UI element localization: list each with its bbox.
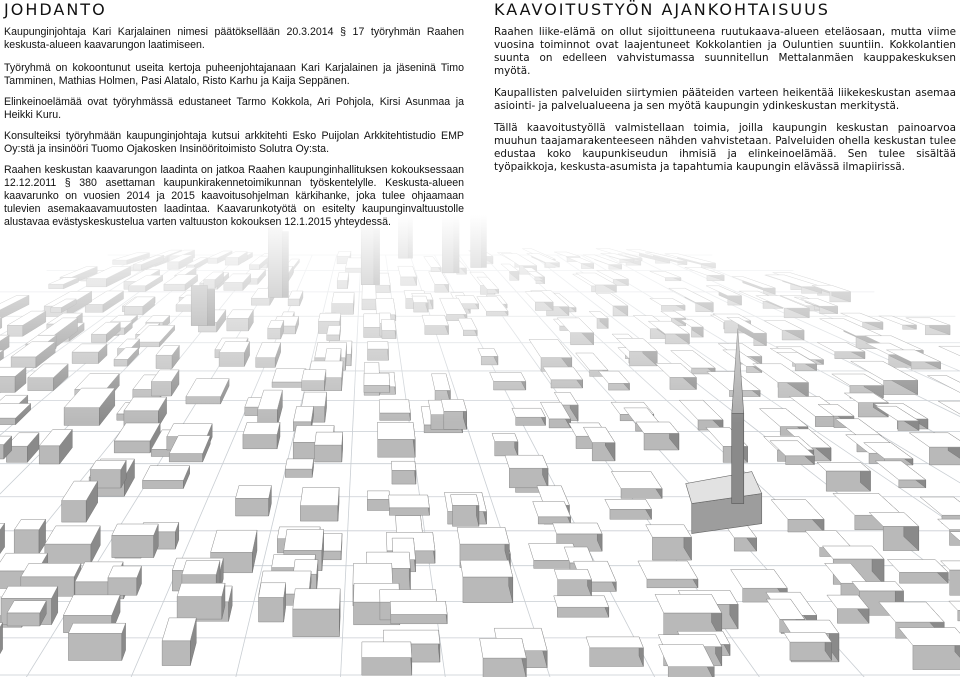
timeliness-paragraph-2: Kaupallisten palveluiden siirtymien pääteiden varteen heikentää liikekeskustan asemaa asiointi- ja palvelualueena ja sen myötä kaupungin ydinkeskustan merkitystä. — [494, 87, 956, 112]
fade-overlay — [0, 215, 960, 677]
intro-paragraph-5: Raahen keskustan kaavarungon laadinta on jatkoa Raahen kaupunginhallituksen kokouksessaan 12.12.2011 § 380 asettaman kaupunkirakennetoimikunnan työskentelylle. Keskusta-alueen kaavarunko on vuosien 2014 ja 2015 kaavoitusohjelman kärkihanke, joka tulee ohjaamaan tulevien asemakaavamuutosten laadintaa. Kaavarunkotyötä on esitelty kaupunginvaltuustolle alustavaa evästyskeskustelua varten valtuuston kokouksen 12.1.2015 yhteydessä. — [4, 164, 464, 228]
timeliness-paragraph-3: Tällä kaavoitustyöllä valmistellaan toimia, joilla kaupungin keskustan painoarvoa muuhun taajamarakenteeseen nähden vahvistetaan. Palveluiden ohella keskustan tulee edustaa koko kaupunkiseudun ihmisiä ja elinkeinoelämää. Sen tulee sisältää työpaikkoja, keskusta-asumista ja tapahtumia kaupungin elävässä ilmapiirissä. — [494, 122, 956, 173]
intro-paragraph-2: Työryhmä on kokoontunut useita kertoja puheenjohtajanaan Kari Karjalainen ja jäseninä Timo Tamminen, Mathias Holmen, Pasi Alatalo, Risto Karhu ja Kaija Seppänen. — [4, 62, 464, 87]
planning-timeliness-column — [494, 0, 956, 183]
planning-timeliness-heading: KAAVOITUSTYÖN AJANKOHTAISUUS — [494, 0, 830, 19]
timeliness-paragraph-1: Raahen liike-elämä on ollut sijoittuneena ruutukaava-alueen eteläosaan, mutta viime vuosina toiminnot ovat laajentuneet Kokkolantien ja Ouluntien suuntiin. Kokkolantien suunta on edelleen vahvistumassa suunnitellun Mettalanmäen kauppakeskuksen myötä. — [494, 26, 956, 77]
city-3d-model-illustration — [0, 215, 960, 677]
introduction-heading: JOHDANTO — [4, 0, 107, 19]
introduction-column — [4, 0, 464, 237]
intro-paragraph-1: Kaupunginjohtaja Kari Karjalainen nimesi päätöksellään 20.3.2014 § 17 työryhmän Raahen keskusta-alueen kaavarungon laatimiseen. — [4, 26, 464, 51]
intro-paragraph-3: Elinkeinoelämää ovat työryhmässä edustaneet Tarmo Kokkola, Ari Pohjola, Kirsi Asunmaa ja Heikki Kuru. — [4, 96, 464, 121]
intro-paragraph-4: Konsulteiksi työryhmään kaupunginjohtaja kutsui arkkitehti Esko Puijolan Arkkitehtistudio EMP Oy:stä ja insinööri Tuomo Ojakosken Insinööritoimisto Solutra Oy:sta. — [4, 130, 464, 155]
